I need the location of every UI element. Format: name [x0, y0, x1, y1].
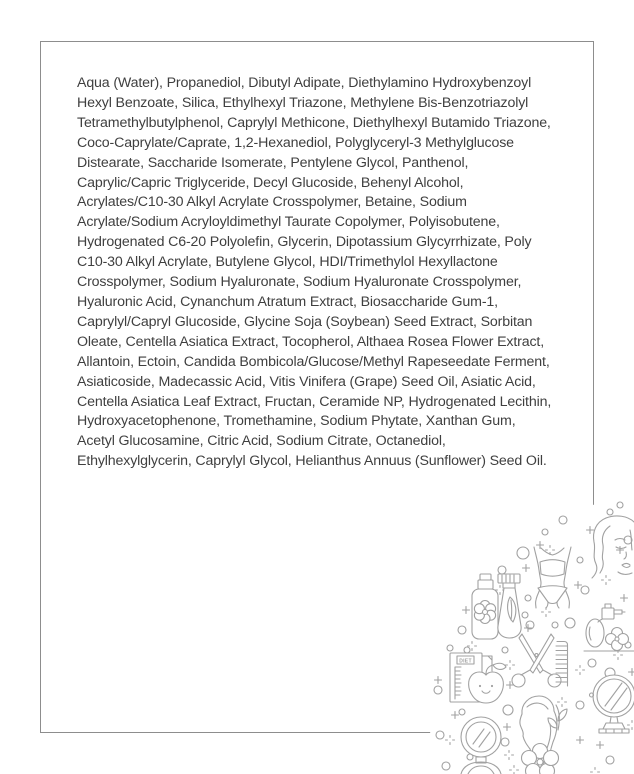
ingredients-line: Caprylyl/Capryl Glucoside, Glycine Soja (Soybean) Seed Extract, Sorbitan [77, 313, 533, 330]
ingredients-line: Hexyl Benzoate, Silica, Ethylhexyl Triazone, Methylene Bis-Benzotriazolyl [77, 94, 529, 111]
ingredients-line: Ethylhexylglycerin, Caprylyl Glycol, Helianthus Annuus (Sunflower) Seed Oil. [77, 453, 547, 470]
ingredients-line: Asiaticoside, Madecassic Acid, Vitis Vinifera (Grape) Seed Oil, Asiatic Acid, [77, 373, 536, 390]
ingredients-line: Aqua (Water), Propanediol, Dibutyl Adipate, Diethylamino Hydroxybenzoyl [77, 75, 532, 91]
ingredients-line: Tetramethylbutylphenol, Caprylyl Methicone, Diethylhexyl Butamido Triazone, [77, 114, 551, 131]
ingredients-line: Caprylic/Capric Triglyceride, Decyl Glucoside, Behenyl Alcohol, [77, 174, 464, 191]
beauty-icons-cluster [410, 490, 634, 774]
ingredients-text [77, 74, 577, 472]
ingredients-line: C10-30 Alkyl Acrylate, Butylene Glycol, HDI/Trimethylol Hexyllactone [77, 254, 498, 271]
compact-mirror-icon [461, 717, 501, 774]
ingredients-line: Oleate, Centella Asiatica Extract, Tocopherol, Althaea Rosea Flower Extract, [77, 333, 545, 350]
ingredients-line: Acrylates/C10-30 Alkyl Acrylate Crosspolymer, Betaine, Sodium [77, 194, 467, 211]
ingredients-line: Hydroxyacetophenone, Tromethamine, Sodium Phytate, Xanthan Gum, [77, 413, 516, 430]
ingredients-line: Hyaluronic Acid, Cynanchum Atratum Extract, Biosaccharide Gum-1, [77, 293, 498, 310]
ingredients-line: Distearate, Saccharide Isomerate, Pentylene Glycol, Panthenol, [77, 154, 469, 171]
ingredients-line: Coco-Caprylate/Caprate, 1,2-Hexanediol, Polyglyceryl-3 Methylglucose [77, 134, 514, 151]
ingredients-line: Crosspolymer, Sodium Hyaluronate, Sodium Hyaluronate Crosspolymer, [77, 274, 522, 291]
diet-list-label: DIET [459, 658, 472, 665]
ingredients-line: Centella Asiatica Leaf Extract, Fructan, Ceramide NP, Hydrogenated Lecithin, [77, 393, 552, 410]
ingredients-line: Allantoin, Ectoin, Candida Bombicola/Glucose/Methyl Rapeseedate Ferment, [77, 353, 550, 370]
ingredients-line: Acrylate/Sodium Acryloyldimethyl Taurate Copolymer, Polyisobutene, [77, 214, 500, 231]
ingredients-line: Hydrogenated C6-20 Polyolefin, Glycerin, Dipotassium Glycyrrhizate, Poly [77, 234, 532, 251]
ingredients-line: Acetyl Glucosamine, Citric Acid, Sodium Citrate, Octanediol, [77, 433, 446, 450]
